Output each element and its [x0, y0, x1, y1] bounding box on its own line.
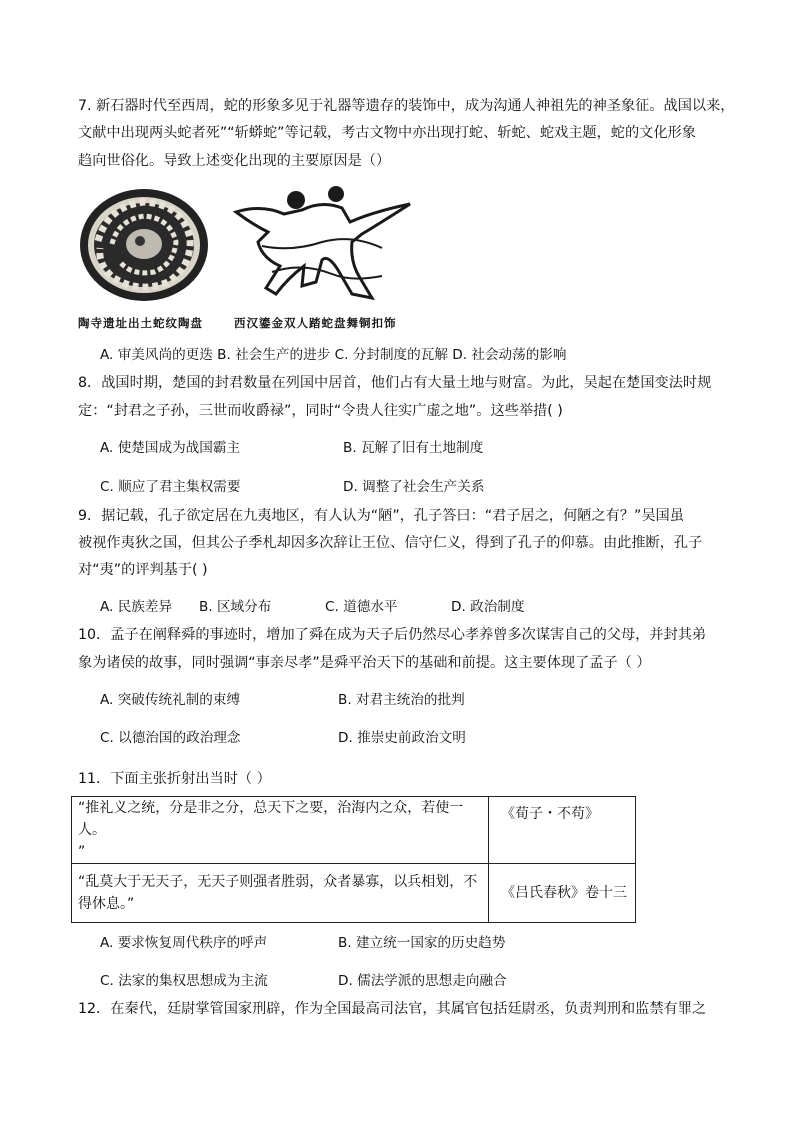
table-row — [72, 797, 636, 864]
quote-cell — [72, 864, 489, 923]
q8-line-2: 定：“封君之子孙，三世而收爵禄”，同时“令贵人往实广虚之地”。这些举措( ) — [78, 403, 563, 419]
q9-line-3: 对“夷”的评判基于( ) — [78, 562, 208, 578]
q10-line-2: 象为诸侯的故事，同时强调“事亲尽孝”是舜平治天下的基础和前提。这主要体现了孟子（ ） — [78, 655, 651, 671]
q7-options: A. 审美风尚的更迭 B. 社会生产的进步 C. 分封制度的瓦解 D. 社会动荡的影响 — [100, 347, 567, 363]
q8-line-1: 8．战国时期，楚国的封君数量在列国中居首，他们占有大量土地与财富。为此，吴起在楚国变法时规 — [78, 375, 712, 391]
q9-option-b: B. 区域分布 — [199, 599, 272, 615]
quote-line: “乱莫大于无天子，无天子则强者胜弱，众者暴寡，以兵相划，不 — [78, 874, 478, 890]
plate-caption: 陶寺遗址出土蛇纹陶盘 — [78, 316, 203, 330]
q9-line-1: 9．据记载，孔子欲定居在九夷地区，有人认为“陋”，孔子答曰：“君子居之，何陋之有？”吴国虽 — [78, 508, 684, 524]
q8-option-a: A. 使楚国成为战国霸主 — [100, 440, 241, 456]
source-cell: 《吕氏春秋》卷十三 — [489, 864, 636, 923]
q9-option-c: C. 道德水平 — [325, 599, 398, 615]
q11-option-a: A. 要求恢复周代秩序的呼声 — [100, 935, 268, 951]
q11-stem: 11．下面主张折射出当时（ ） — [78, 771, 271, 787]
quote-line: “推礼义之统，分是非之分，总天下之要，治海内之众，若使一人。 — [78, 800, 464, 838]
ornament-caption: 西汉鎏金双人踏蛇盘舞铜扣饰 — [234, 316, 397, 330]
q7-line-3: 趋向世俗化。导致上述变化出现的主要原因是（） — [78, 153, 391, 169]
q8-option-c: C. 顺应了君主集权需要 — [100, 479, 241, 495]
q9-line-2: 被视作夷狄之国，但其公子季札却因多次辞让王位、信守仁义，得到了孔子的仰慕。由此推断，孔子 — [78, 535, 703, 551]
q7-line-1: 7. 新石器时代至西周，蛇的形象多见于礼器等遗存的装饰中，成为沟通人神祖先的神圣象征。战国以来， — [78, 98, 735, 114]
q12-line-1: 12．在秦代，廷尉掌管国家刑辟，作为全国最高司法官，其属官包括廷尉丞，负责判刑和监禁有罪之 — [78, 1001, 707, 1017]
q9-option-a: A. 民族差异 — [100, 599, 173, 615]
q11-option-d: D. 儒法学派的思想走向融合 — [338, 973, 507, 989]
q11-option-c: C. 法家的集权思想成为主流 — [100, 973, 268, 989]
q11-option-b: B. 建立统一国家的历史趋势 — [338, 935, 506, 951]
q9-option-d: D. 政治制度 — [451, 599, 525, 615]
q11-source-table — [71, 796, 636, 923]
q8-option-d: D. 调整了社会生产关系 — [343, 479, 485, 495]
q10-line-1: 10．孟子在阐释舜的事迹时，增加了舜在成为天子后仍然尽心孝养曾多次谋害自己的父母，并封其弟 — [78, 627, 707, 643]
quote-line: 得休息。” — [78, 896, 135, 912]
quote-line: ” — [78, 844, 86, 860]
q10-option-c: C. 以德治国的政治理念 — [100, 730, 241, 746]
bronze-dancers-ornament-image — [232, 182, 414, 304]
q8-option-b: B. 瓦解了旧有土地制度 — [343, 440, 484, 456]
q10-option-a: A. 突破传统礼制的束缚 — [100, 692, 241, 708]
quote-cell — [72, 797, 489, 864]
table-row — [72, 864, 636, 923]
q10-option-d: D. 推崇史前政治文明 — [338, 730, 466, 746]
source-cell: 《荀子・不苟》 — [489, 797, 636, 864]
snake-pattern-plate-image — [78, 186, 210, 304]
q10-option-b: B. 对君主统治的批判 — [338, 692, 465, 708]
q7-line-2: 文献中出现两头蛇者死”“斩蟒蛇”等记载，考古文物中亦出现打蛇、斩蛇、蛇戏主题，蛇的文化形象 — [78, 125, 696, 141]
